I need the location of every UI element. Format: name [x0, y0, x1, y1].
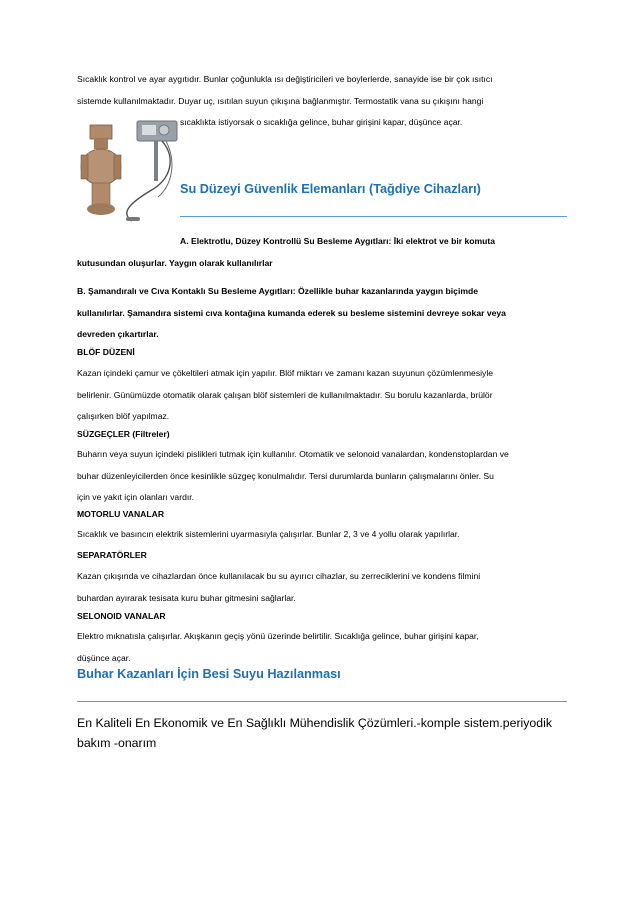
intro-line-3-text: sıcaklıkta istiyorsak o sıcaklığa gelince, buhar girişini kapar, düşünce açar. [180, 117, 463, 127]
item-b-line-1: B. Şamandıralı ve Cıva Kontaklı Su Besleme Aygıtları: Özellikle buhar kazanlarında yaygın biçimde [77, 286, 479, 296]
separator-title: SEPARATÖRLER [77, 550, 147, 560]
section-title-water-level: Su Düzeyi Güvenlik Elemanları (Tağdiye Cihazları) [180, 182, 481, 196]
section-divider [77, 701, 567, 702]
selonoid-line-1: Elektro mıknatısla çalışırlar. Akışkanın geçiş yönü üzerinde belirtilir. Sıcaklığa gelince, buhar girişini kapar, [77, 631, 479, 641]
thermostatic-valve-image [80, 117, 178, 227]
closing-line-2: bakım -onarım [77, 736, 157, 750]
item-a [77, 231, 567, 274]
intro-line-1: Sıcaklık kontrol ve ayar aygıtıdır. Bunlar çoğunlukla ısı değiştiricileri ve boylerlerde, sanayide ise bir çok ısıtıcı [77, 74, 493, 84]
item-b [77, 281, 567, 346]
separator-line-2: buhardan ayırarak tesisata kuru buhar gitmesini sağlarlar. [77, 592, 296, 603]
motorlu-paragraph [77, 524, 567, 546]
item-a-line-1-text: A. Elektrotlu, Düzey Kontrollü Su Besleme Aygıtları: İki elektrot ve bir komuta [180, 236, 496, 246]
selonoid-paragraph [77, 626, 567, 669]
section-divider [180, 216, 567, 217]
selonoid-line-2: düşünce açar. [77, 652, 131, 663]
blof-line-1: Kazan içindeki çamur ve çökeltileri atmak için yapılır. Blöf miktarı ve zamanı kazan suyunun çözümlenmesiyle [77, 368, 494, 378]
motorlu-title: MOTORLU VANALAR [77, 509, 165, 519]
item-b-line-2: kullanılırlar. Şamandıra sistemi cıva kontağına kumanda ederek su besleme sistemini devreye sokar veya [77, 307, 506, 318]
section-title-feed-water: Buhar Kazanları İçin Besi Suyu Hazılanması [77, 667, 341, 681]
suzgec-title: SÜZGEÇLER (Filtreler) [77, 429, 170, 439]
separator-line-1: Kazan çıkışında ve cihazlardan önce kullanılacak bu su ayırıcı cihazlar, su zerreciklerini ve kondens filmini [77, 571, 481, 581]
item-a-line-2: kutusundan oluşurlar. Yaygın olarak kullanılırlar [77, 257, 273, 268]
suzgec-line-1: Buharın veya suyun içindeki pislikleri tutmak için kullanılır. Otomatik ve selonoid vanalardan, kondenstoplardan ve [77, 449, 509, 459]
blof-line-2: belirlenir. Günümüzde otomatik olarak çalışan blöf sistemleri de kullanılmaktadır. Su borulu kazanlarda, brülör [77, 389, 493, 400]
suzgec-paragraph [77, 444, 567, 509]
selonoid-title: SELONOID VANALAR [77, 611, 166, 621]
suzgec-line-2: buhar düzenleyicilerden önce kesinlikle süzgeç konulmalıdır. Tersi durumlarda bunların çalışmalarını önler. Su [77, 470, 494, 481]
item-a-line-1 [77, 231, 567, 253]
suzgec-line-3: için ve yakıt için olanları vardır. [77, 492, 195, 502]
closing-line-1: En Kaliteli En Ekonomik ve En Sağlıklı Mühendislik Çözümleri.-komple sistem.periyodik [77, 716, 552, 730]
intro-line-2: sistemde kullanılmaktadır. Duyar uç, ısıtılan suyun çıkışına bağlanmıştır. Termostatik vana su çıkışını hangi [77, 95, 484, 106]
item-b-line-3: devreden çıkartırlar. [77, 329, 159, 339]
motorlu-line-1: Sıcaklık ve basıncın elektrik sistemlerini uyarmasıyla çalışırlar. Bunlar 2, 3 ve 4 yollu olarak yapılırlar. [77, 529, 460, 539]
separator-paragraph [77, 566, 567, 609]
closing-paragraph [77, 713, 567, 753]
blof-line-3: çalışırken blöf yapılmaz. [77, 411, 170, 421]
blof-title: BLÖF DÜZENİ [77, 347, 135, 357]
blof-paragraph [77, 363, 567, 428]
